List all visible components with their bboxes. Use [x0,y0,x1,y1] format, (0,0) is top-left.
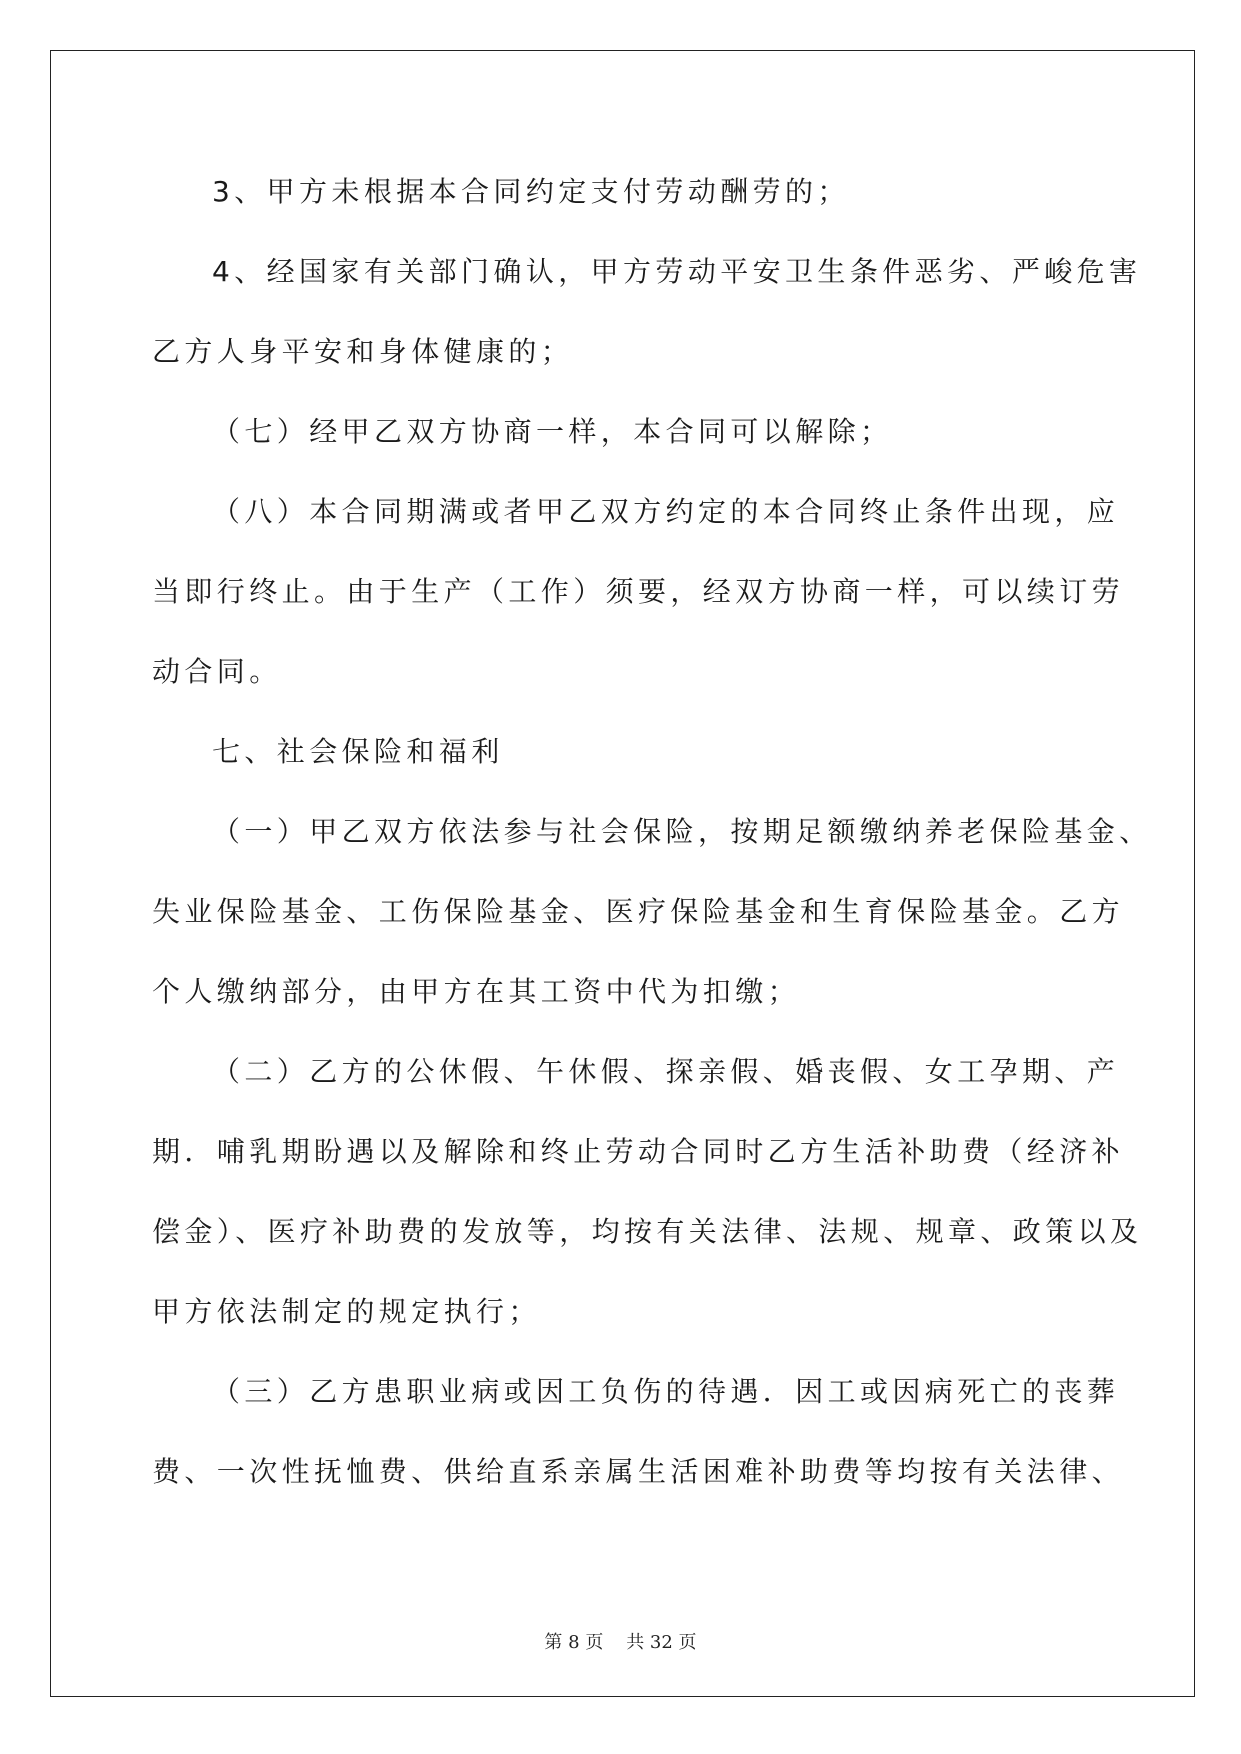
paragraph-line: （八）本合同期满或者甲乙双方约定的本合同终止条件出现，应 [212,495,1120,528]
paragraph-line: 个人缴纳部分，由甲方在其工资中代为扣缴； [152,975,801,1008]
paragraph-line: 当即行终止。由于生产（工作）须要，经双方协商一样，可以续订劳 [152,575,1125,608]
paragraph-line: 偿金）、医疗补助费的发放等，均按有关法律、法规、规章、政策以及 [152,1215,1143,1248]
paragraph-line: 3、甲方未根据本合同约定支付劳动酬劳的； [212,175,850,208]
paragraph-line: （二）乙方的公休假、午休假、探亲假、婚丧假、女工孕期、产 [212,1055,1120,1088]
section-heading: 七、社会保险和福利 [212,735,504,768]
paragraph-line: 4、经国家有关部门确认，甲方劳动平安卫生条件恶劣、严峻危害 [212,255,1142,288]
paragraph-line: 失业保险基金、工伤保险基金、医疗保险基金和生育保险基金。乙方 [152,895,1125,928]
paragraph-line: （七）经甲乙双方协商一样，本合同可以解除； [212,415,893,448]
paragraph-line: 费、一次性抚恤费、供给直系亲属生活困难补助费等均按有关法律、 [152,1455,1125,1488]
document-body [152,164,1152,1524]
paragraph-line: 期．哺乳期盼遇以及解除和终止劳动合同时乙方生活补助费（经济补 [152,1135,1125,1168]
paragraph-line: 动合同。 [152,655,282,688]
page-number-footer: 第 8 页 共 32 页 [544,1632,697,1653]
paragraph-line: 乙方人身平安和身体健康的； [152,335,574,368]
paragraph-line: （三）乙方患职业病或因工负伤的待遇．因工或因病死亡的丧葬 [212,1375,1120,1408]
paragraph-line: （一）甲乙双方依法参与社会保险，按期足额缴纳养老保险基金、 [212,815,1152,848]
paragraph-line: 甲方依法制定的规定执行； [152,1295,541,1328]
